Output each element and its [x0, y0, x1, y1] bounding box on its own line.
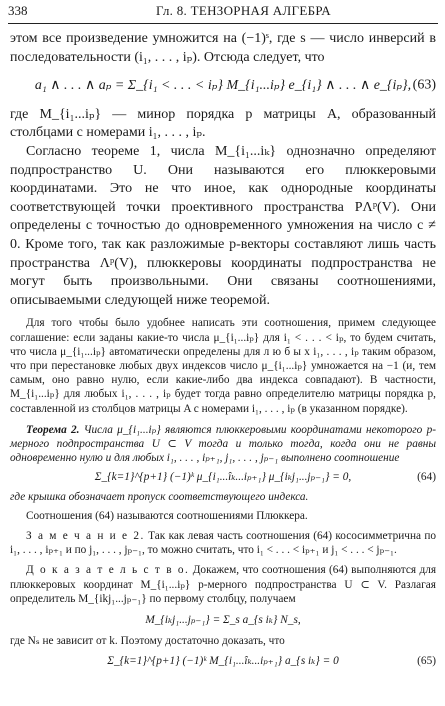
page-number: 338 [8, 3, 28, 18]
equation-64 [10, 470, 436, 484]
running-title: Гл. 8. ТЕНЗОРНАЯ АЛГЕБРА [156, 3, 331, 18]
proof-label: Д о к а з а т е л ь с т в о. [26, 564, 190, 577]
equation-65 [10, 654, 436, 668]
equation-expansion [10, 613, 436, 627]
paragraph-plucker-coordinates: Согласно теореме 1, числа M_{i₁...iₖ} однозначно определяют подпространство U. Они называются его плюккеровыми координатами. Это не что иное, как однородные координаты соответствующей точки проективного пространства PΛᵖ(V). Они определены с точностью до одновременного умножения на число c ≠ 0. Кроме того, так как разложимые p-векторы составляют лишь часть пространства Λᵖ(V), плюккеровы координаты подпространства не могут быть произвольными. Они связаны соотношениями, описываемыми следующей ниже теоремой. [10, 143, 436, 308]
paragraph-hat-meaning: где крышка обозначает пропуск соответствующего индекса. [10, 490, 309, 503]
proof-text: Докажем, что соотношения (64) выполняются для плюккеровых координат M_{i₁...iₚ} p-мерного подпространства U ⊂ V. Разлагая определитель M_{ikj₁...jₚ₋₁} по первому столбцу, получаем [10, 564, 437, 605]
running-header [8, 1, 438, 24]
equation-65-expr: Σ_{k=1}^{p+1} (−1)ᵏ M_{i₁...îₖ...iₚ₊₁} a_{s iₖ} = 0 [107, 655, 339, 668]
paragraph-intro: этом все произведение умножится на (−1)ˢ, где s — число инверсий в последовательности (i₁, . . . , iₚ). Отсюда следует, что [10, 31, 436, 65]
paragraph-convention: Для того чтобы было удобнее написать эти соотношения, примем следующее соглашение: если заданы какие-то числа μ_{i₁...iₚ} для i₁ < . . . < iₚ, то будем считать, что числа μ_{i₁...iₚ} автоматически определены для л ю б ы х i₁, . . . , iₚ таким образом, что при перестановке любых двух индексов число μ_{i₁...iₚ} умножается на −1 (и, тем самым, оно равно нулю, если какие-либо два индекса совпадают). В частности, M_{i₁...iₚ} для любых i₁, . . . , iₚ будет тогда равно определителю матрицы порядка p, составленной из столбцов матрицы A с номерами i₁, . . . , iₚ (в указанном порядке). [10, 317, 436, 415]
equation-63 [10, 77, 436, 96]
equation-64-number: (64) [417, 471, 436, 484]
paragraph-minor-definition: где M_{i₁...iₚ} — минор порядка p матрицы A, образованный столбцами с номерами i₁, . . . , iₚ. [10, 106, 436, 141]
proof [10, 563, 436, 606]
remark-2 [10, 529, 436, 557]
theorem-label: Теорема 2. [26, 423, 80, 436]
equation-expansion-expr: M_{iₖj₁...jₚ₋₁} = Σ_s a_{s iₖ} N_s, [145, 613, 301, 626]
remark-label: З а м е ч а н и е 2. [26, 529, 145, 542]
theorem-2 [10, 423, 436, 466]
remark-text: Так как левая часть соотношения (64) кососимметрична по i₁, . . . , iₚ₊₁ и по j₁, . . . , jₚ₋₁, то можно считать, что i₁ < . . . < iₚ₊₁ и j₁ < . . . < jₚ₋₁. [10, 529, 437, 557]
equation-63-expr: a₁ ∧ . . . ∧ aₚ = Σ_{i₁ < . . . < iₚ} M_{i₁...iₚ} e_{i₁} ∧ . . . ∧ e_{iₚ}, [34, 78, 412, 94]
equation-65-number: (65) [417, 655, 436, 668]
equation-64-expr: Σ_{k=1}^{p+1} (−1)ᵏ μ_{i₁...îₖ...iₚ₊₁} μ_{iₖj₁...jₚ₋₁} = 0, [94, 471, 352, 484]
equation-63-number: (63) [412, 78, 436, 94]
paragraph-ns-independent: где Nₛ не зависит от k. Поэтому достаточно доказать, что [10, 635, 285, 648]
page-body [10, 30, 436, 669]
theorem-text: Числа μ_{i₁...iₚ} являются плюккеровыми координатами некоторого p-мерного подпространства U ⊂ V тогда и только тогда, когда они не равны одновременно нулю и для любых i₁, . . . , iₚ₊₁, j₁, . . . , jₚ₋₁ выполнено соотношение [10, 423, 436, 465]
paragraph-plucker-relations: Соотношения (64) называются соотношениями Плюккера. [26, 509, 308, 522]
